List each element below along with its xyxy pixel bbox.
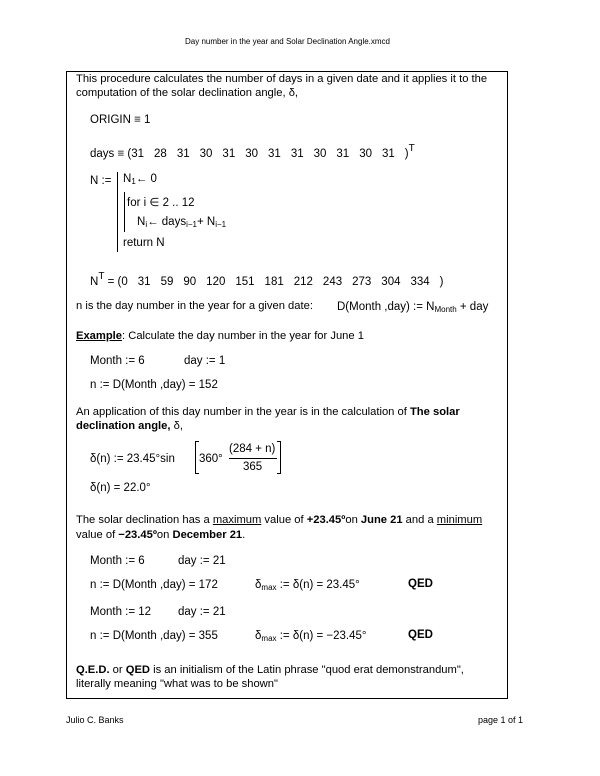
example-line: Example: Calculate the day number in the year for June 1 — [76, 330, 364, 342]
vector-element: 28 — [154, 148, 167, 160]
vector-element: 304 — [381, 276, 401, 288]
day-number-formula: D(Month ,day) := $N_{Month}$ + day — [337, 301, 489, 314]
declination-result: δ(n) = 22.0° — [90, 482, 151, 494]
bracket-left-top — [195, 441, 199, 442]
vector-element: 212 — [293, 276, 313, 288]
declination-360: 360° — [199, 453, 223, 465]
example-label: Example — [76, 330, 123, 342]
days-lhs: days ≡ ( — [90, 148, 132, 160]
bracket-right-bottom — [277, 473, 281, 474]
days-rhs: ) — [404, 148, 409, 160]
vector-element: 181 — [264, 276, 284, 288]
vector-element: 120 — [206, 276, 226, 288]
vector-element: 30 — [313, 148, 327, 160]
case1-month: Month := 6 — [90, 555, 145, 567]
program-name — [90, 175, 111, 187]
vector-element: 151 — [235, 276, 255, 288]
example-month: Month := 6 — [90, 355, 145, 367]
declination-lhs: δ(n) := 23.45°sin — [90, 453, 175, 465]
bracket-left-bottom — [195, 473, 199, 474]
vector-element: 31 — [268, 148, 281, 160]
vector-element: 31 — [290, 148, 304, 160]
vector-element: 31 — [176, 148, 190, 160]
application-line-1: An application of this day number in the year is in the calculation of The solar — [76, 406, 460, 418]
program-var: N — [90, 175, 99, 187]
declination-line-1: The solar declination has a maximum value of +23.45ºon June 21 and a minimum — [76, 514, 483, 526]
vector-element: 30 — [245, 148, 259, 160]
case1-day: day := 21 — [178, 555, 226, 567]
document-title: Day number in the year and Solar Declination Angle.xmcd — [185, 37, 390, 46]
vector-element: 334 — [410, 276, 430, 288]
days-values — [131, 148, 405, 160]
declination-denominator: 365 — [243, 461, 263, 473]
intro-line-2: computation of the solar declination angle, δ, — [76, 87, 299, 99]
vector-element: 0 — [121, 276, 128, 288]
vector-element: 31 — [137, 276, 151, 288]
footer-page: page 1 of 1 — [478, 715, 524, 725]
nt-result: NT = (0 31 59 90 120 151 181 212 243 273 304 334 ) — [90, 271, 444, 288]
case2-delta: $\delta_{max}$ := δ(n) = −23.45° — [255, 630, 367, 643]
program-line-2: for i ∈ 2 .. 12 — [127, 197, 195, 209]
case2-n: n := D(Month ,day) = 355 — [90, 630, 218, 642]
days-definition — [90, 143, 415, 160]
vector-element: 31 — [336, 148, 350, 160]
program-assign: := — [101, 175, 112, 187]
vector-element: 30 — [359, 148, 372, 160]
loop-bar — [124, 192, 125, 232]
vector-element: 90 — [183, 276, 197, 288]
example-result: n := D(Month ,day) = 152 — [90, 379, 218, 391]
vector-element: 59 — [160, 276, 174, 288]
case1-n: n := D(Month ,day) = 172 — [90, 579, 218, 591]
program-line-3: $N_i\leftarrow$ days$_{i-1}$+ $N_{i-1}$ — [137, 216, 227, 229]
vector-element: 31 — [382, 148, 395, 160]
case1-qed: QED — [408, 578, 433, 590]
program-line-4: return N — [123, 237, 165, 249]
bracket-left — [195, 441, 196, 474]
application-line-2: declination angle, δ, — [76, 420, 183, 432]
qed-note-line-1: Q.E.D. or QED is an initialism of the Latin phrase "quod erat demonstrandum", — [76, 664, 464, 676]
bracket-right-top — [277, 441, 281, 442]
origin-definition: ORIGIN ≡ 1 — [90, 114, 151, 126]
vector-element: 31 — [131, 148, 145, 160]
case1-delta: $\delta_{max}$ := δ(n) = 23.45° — [255, 579, 360, 592]
case2-month: Month := 12 — [90, 606, 152, 618]
example-day: day := 1 — [184, 355, 226, 367]
case2-day: day := 21 — [178, 606, 226, 618]
case2-qed: QED — [408, 629, 433, 641]
vector-element: 243 — [322, 276, 343, 288]
days-transpose: T — [408, 143, 415, 154]
vector-element: 31 — [222, 148, 236, 160]
bracket-right — [280, 441, 281, 474]
day-number-text: n is the day number in the year for a given date: — [76, 300, 313, 312]
declination-line-2: value of −23.45ºon December 21. — [76, 529, 246, 541]
intro-line-1: This procedure calculates the number of days in a given date and it applies it to the — [76, 73, 488, 85]
declination-numerator: (284 + n) — [229, 443, 276, 455]
program-bar — [117, 172, 118, 252]
program-line-1: $N_1\leftarrow$ 0 — [123, 173, 157, 186]
vector-element: 273 — [352, 276, 372, 288]
footer-author: Julio C. Banks — [66, 715, 124, 725]
qed-note-line-2: literally meaning "what was to be shown" — [76, 678, 278, 690]
fraction-line — [229, 458, 277, 459]
vector-element: 30 — [199, 148, 213, 160]
